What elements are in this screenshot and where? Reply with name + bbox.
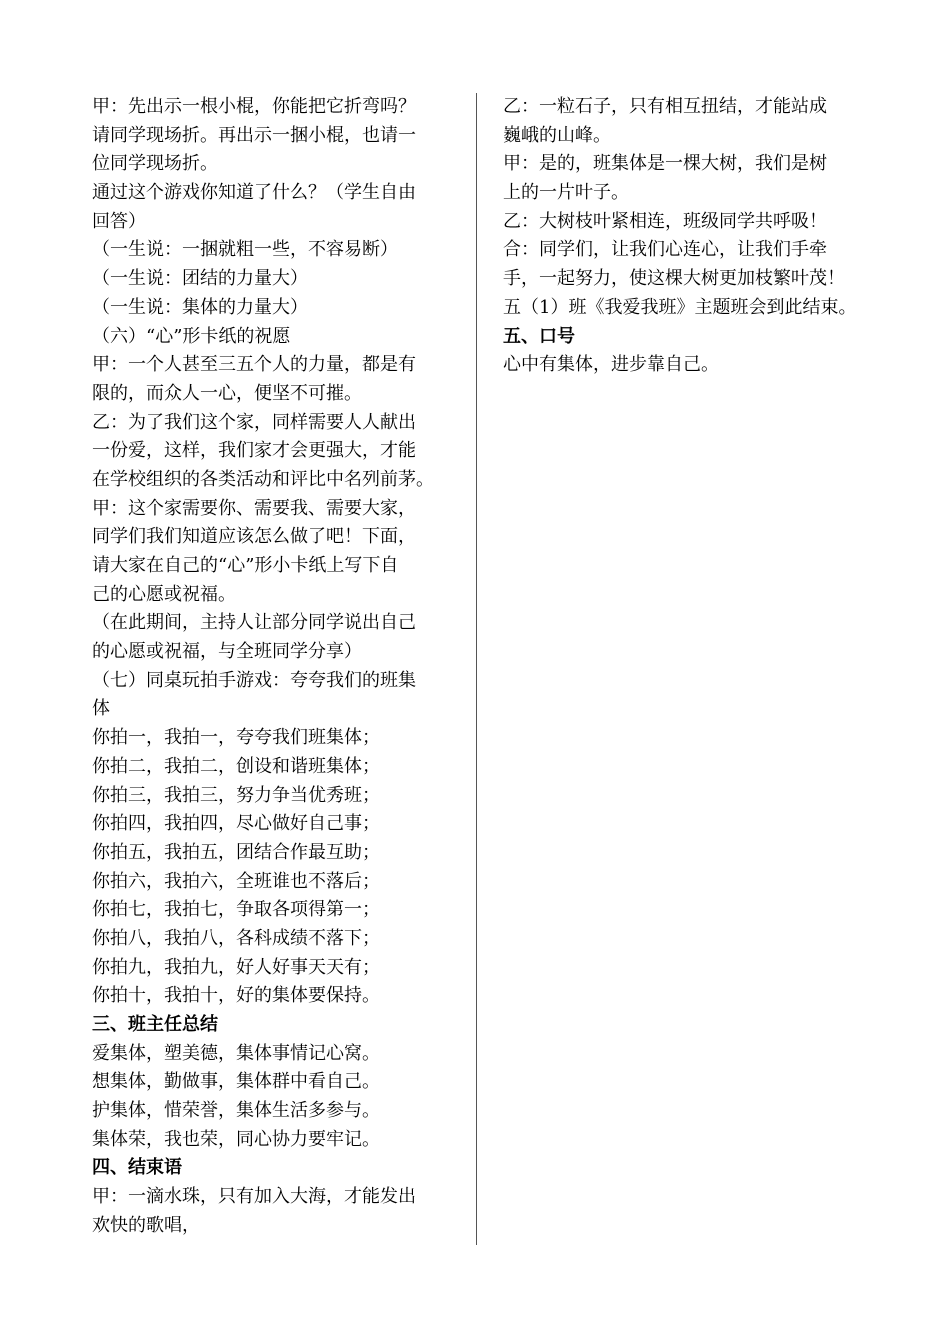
text-line: 甲：先出示一根小棍，你能把它折弯吗？ xyxy=(92,96,416,117)
text-line: 你拍八，我拍八，各科成绩不落下； xyxy=(92,927,380,949)
text-line: 想集体，勤做事，集体群中看自己。 xyxy=(92,1071,380,1093)
text-line: 巍峨的山峰。 xyxy=(503,124,611,146)
text-line: 体 xyxy=(92,698,110,720)
text-line: 同学们我们知道应该怎么做了吧！下面， xyxy=(92,526,416,548)
text-line: 通过这个游戏你知道了什么？（学生自由 xyxy=(92,182,416,204)
text-line: 你拍二，我拍二，创设和谐班集体； xyxy=(92,755,380,777)
column-divider xyxy=(476,93,477,1245)
text-line: 集体荣，我也荣，同心协力要牢记。 xyxy=(92,1128,380,1150)
right-column xyxy=(503,93,883,380)
text-line: 上的一片叶子。 xyxy=(503,182,629,204)
text-line: （一生说：团结的力量大） xyxy=(92,268,308,290)
text-line: 请同学现场折。再出示一捆小棍，也请一 xyxy=(92,124,416,146)
text-line: 你拍九，我拍九，好人好事天天有； xyxy=(92,956,380,978)
text-line: 爱集体，塑美德，集体事情记心窝。 xyxy=(92,1042,380,1064)
text-line: 你拍六，我拍六，全班谁也不落后； xyxy=(92,870,380,892)
text-line: 你拍十，我拍十，好的集体要保持。 xyxy=(92,985,380,1007)
text-line: （在此期间，主持人让部分同学说出自己 xyxy=(92,612,416,634)
text-line: 你拍三，我拍三，努力争当优秀班； xyxy=(92,784,380,806)
text-line: 欢快的歌唱， xyxy=(92,1214,200,1236)
text-line: 合：同学们，让我们心连心，让我们手牵 xyxy=(503,239,827,261)
text-line: 回答） xyxy=(92,210,146,232)
text-line: 请大家在自己的“心”形小卡纸上写下自 xyxy=(92,555,399,576)
section-heading: 三、班主任总结 xyxy=(92,1014,218,1035)
text-line: 甲：一个人甚至三五个人的力量，都是有 xyxy=(92,354,416,376)
text-line: 你拍五，我拍五，团结合作最互助； xyxy=(92,841,380,863)
text-line: 己的心愿或祝福。 xyxy=(92,583,236,605)
text-line: 手，一起努力，使这棵大树更加枝繁叶茂！ xyxy=(503,268,845,290)
section-heading: 五、口号 xyxy=(503,325,575,347)
text-line: 甲：一滴水珠，只有加入大海，才能发出 xyxy=(92,1186,416,1208)
text-line: 一份爱，这样，我们家才会更强大，才能 xyxy=(92,440,416,462)
text-line: （七）同桌玩拍手游戏：夸夸我们的班集 xyxy=(92,669,416,691)
text-line: 在学校组织的各类活动和评比中名列前茅。 xyxy=(92,468,434,490)
text-line: 五（1）班《我爱我班》主题班会到此结束。 xyxy=(503,296,857,318)
text-line: （一生说：集体的力量大） xyxy=(92,296,308,318)
text-line: 限的，而众人一心，便坚不可摧。 xyxy=(92,382,362,404)
text-line: 你拍一，我拍一，夸夸我们班集体； xyxy=(92,727,380,749)
text-line: （一生说：一捆就粗一些，不容易断） xyxy=(92,239,398,261)
left-column xyxy=(92,93,452,1241)
text-line: （六）“心”形卡纸的祝愿 xyxy=(92,325,291,347)
text-line: 位同学现场折。 xyxy=(92,153,218,175)
text-line: 你拍七，我拍七，争取各项得第一； xyxy=(92,899,380,921)
text-line: 的心愿或祝福，与全班同学分享） xyxy=(92,641,362,663)
text-line: 乙：一粒石子，只有相互扭结，才能站成 xyxy=(503,96,827,117)
text-line: 护集体，惜荣誉，集体生活多参与。 xyxy=(92,1100,380,1122)
text-line: 甲：这个家需要你、需要我、需要大家， xyxy=(92,497,416,519)
text-line: 甲：是的，班集体是一棵大树，我们是树 xyxy=(503,153,827,175)
text-line: 你拍四，我拍四，尽心做好自己事； xyxy=(92,813,380,835)
text-line: 心中有集体，进步靠自己。 xyxy=(503,354,719,376)
section-heading: 四、结束语 xyxy=(92,1157,182,1179)
text-line: 乙：为了我们这个家，同样需要人人献出 xyxy=(92,411,416,433)
text-line: 乙：大树枝叶紧相连，班级同学共呼吸！ xyxy=(503,210,827,232)
